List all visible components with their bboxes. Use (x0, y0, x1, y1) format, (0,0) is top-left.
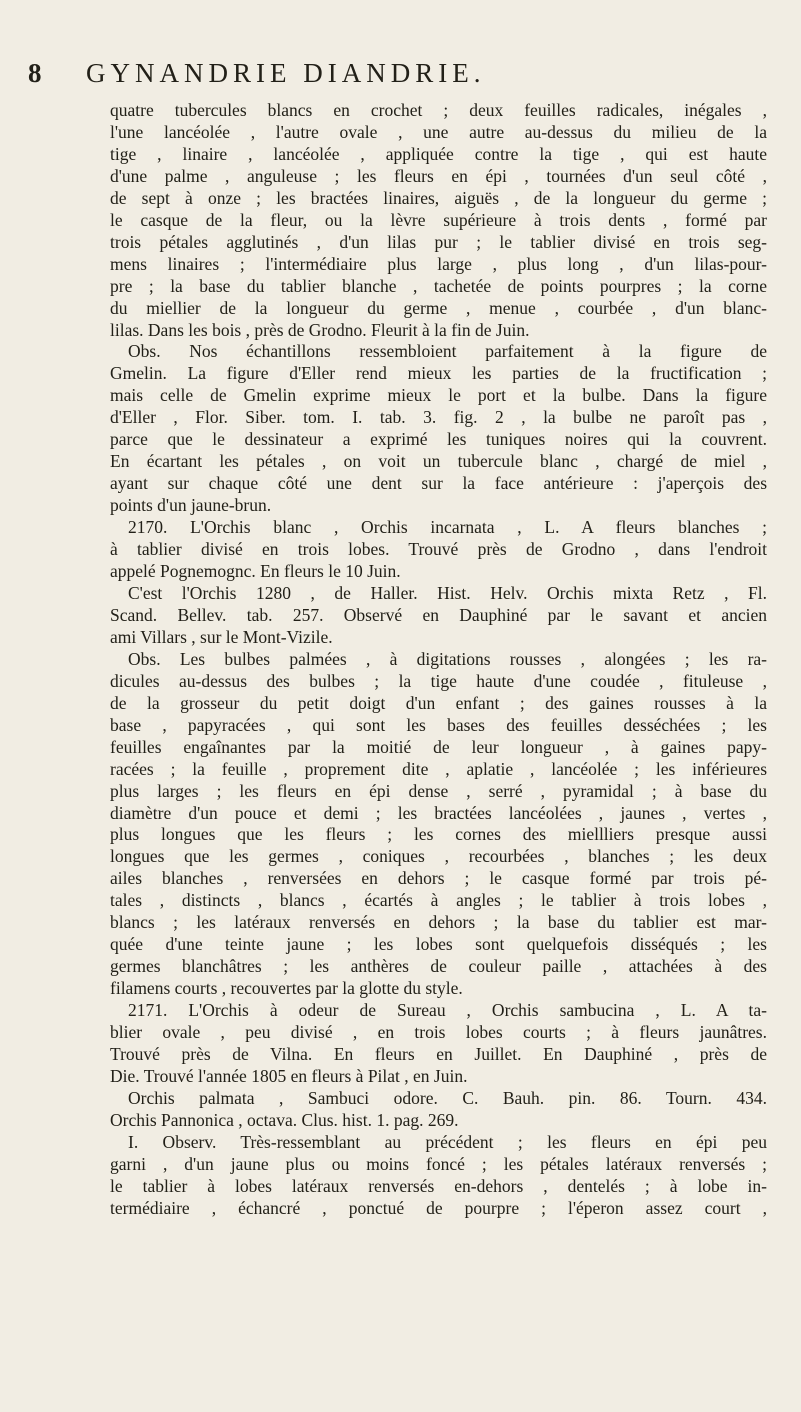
text-line: plus longues que les fleurs ; les cornes des miellliers presque aussi (110, 824, 767, 845)
text-line: Gmelin. La figure d'Eller rend mieux les parties de la fructification ; (110, 363, 767, 384)
text-line: base , papyracées , qui sont les bases des feuilles desséchées ; les (110, 714, 767, 735)
text-line: mens linaires ; l'intermédiaire plus large , plus long , d'un lilas-pour- (110, 253, 767, 274)
text-line: pre ; la base du tablier blanche , tachetée de points pourpres ; la corne (110, 275, 767, 296)
text-line: de la grosseur du petit doigt d'un enfant ; des gaines rousses à la (110, 692, 767, 713)
text-line: d'Eller , Flor. Siber. tom. I. tab. 3. fig. 2 , la bulbe ne paroît pas , (110, 407, 767, 428)
page-header (28, 58, 773, 98)
text-line: de sept à onze ; les bractées linaires, aiguës , de la longueur du germe ; (110, 187, 767, 208)
text-line: lilas. Dans les bois , près de Grodno. Fleurit à la fin de Juin. (110, 319, 530, 340)
text-line: termédiaire , échancré , ponctué de pourpre ; l'éperon assez court , (110, 1197, 767, 1218)
text-line: blancs ; les latéraux renversés en dehors ; la base du tablier est mar- (110, 912, 767, 933)
text-line: appelé Pognemognc. En fleurs le 10 Juin. (110, 561, 401, 582)
text-line: germes blanchâtres ; les anthères de couleur paille , attachées à des (110, 956, 767, 977)
text-line: trois pétales agglutinés , d'un lilas pur ; le tablier divisé en trois seg- (110, 231, 767, 252)
text-line: d'une palme , anguleuse ; les fleurs en épi , tournées d'un seul côté , (110, 165, 767, 186)
text-line: ayant sur chaque côté une dent sur la face antérieure : j'aperçois des (110, 473, 767, 494)
text-line: Scand. Bellev. tab. 257. Observé en Dauphiné par le savant et ancien (110, 604, 767, 625)
page-number: 8 (28, 58, 42, 88)
text-line: mais celle de Gmelin exprime mieux le port et la bulbe. Dans la figure (110, 385, 767, 406)
text-line: dicules au-dessus des bulbes ; la tige haute d'une coudée , fituleuse , (110, 670, 767, 691)
text-line: garni , d'un jaune plus ou moins foncé ; les pétales latéraux renversés ; (110, 1153, 767, 1174)
text-line: filamens courts , recouvertes par la glotte du style. (110, 978, 463, 999)
text-line: 2170. L'Orchis blanc , Orchis incarnata , L. A fleurs blanches ; (128, 517, 767, 538)
text-line: parce que le dessinateur a exprimé les tuniques noires qui la couvrent. (110, 429, 767, 450)
text-line: plus larges ; les fleurs en épi dense , serré , pyramidal ; à base du (110, 780, 767, 801)
text-line: diamètre d'un pouce et demi ; les bractées lancéolées , jaunes , vertes , (110, 802, 767, 823)
text-line: tales , distincts , blancs , écartés à angles ; le tablier à trois lobes , (110, 890, 767, 911)
text-line: Orchis palmata , Sambuci odore. C. Bauh. pin. 86. Tourn. 434. (128, 1087, 767, 1108)
text-line: Orchis Pannonica , octava. Clus. hist. 1. pag. 269. (110, 1109, 459, 1130)
text-line: En écartant les pétales , on voit un tubercule blanc , chargé de miel , (110, 451, 767, 472)
text-line: longues que les germes , coniques , recourbées , blanches ; les deux (110, 846, 767, 867)
text-line: blier ovale , peu divisé , en trois lobes courts ; à fleurs jaunâtres. (110, 1022, 767, 1043)
text-line: le casque de la fleur, ou la lèvre supérieure à trois dents , formé par (110, 209, 767, 230)
text-line: Obs. Les bulbes palmées , à digitations rousses , alongées ; les ra- (128, 648, 767, 669)
text-line: quée d'une teinte jaune ; les lobes sont quelquefois disséqués ; les (110, 934, 767, 955)
text-line: quatre tubercules blancs en crochet ; deux feuilles radicales, inégales , (110, 100, 767, 120)
text-line: ami Villars , sur le Mont-Vizile. (110, 626, 333, 647)
running-title: GYNANDRIE DIANDRIE. (86, 58, 486, 88)
text-line: feuilles engaînantes par la moitié de leur longueur , à gaines papy- (110, 736, 767, 757)
text-line: l'une lancéolée , l'autre ovale , une autre au-dessus du milieu de la (110, 121, 767, 142)
text-line: du miellier de la longueur du germe , menue , courbée , d'un blanc- (110, 297, 767, 318)
body-text (110, 100, 767, 1220)
text-line: tige , linaire , lancéolée , appliquée contre la tige , qui est haute (110, 143, 767, 164)
text-line: points d'un jaune-brun. (110, 495, 272, 516)
text-line: à tablier divisé en trois lobes. Trouvé près de Grodno , dans l'endroit (110, 539, 767, 560)
text-line: ailes blanches , renversées en dehors ; le casque formé par trois pé- (110, 868, 767, 889)
text-line: Obs. Nos échantillons ressembloient parfaitement à la figure de (128, 341, 767, 362)
text-line: Die. Trouvé l'année 1805 en fleurs à Pilat , en Juin. (110, 1065, 468, 1086)
text-line: 2171. L'Orchis à odeur de Sureau , Orchis sambucina , L. A ta- (128, 1000, 767, 1021)
text-line: Trouvé près de Vilna. En fleurs en Juillet. En Dauphiné , près de (110, 1043, 767, 1064)
text-line: C'est l'Orchis 1280 , de Haller. Hist. Helv. Orchis mixta Retz , Fl. (128, 582, 767, 603)
text-line: I. Observ. Très-ressemblant au précédent ; les fleurs en épi peu (128, 1131, 767, 1152)
text-line: racées ; la feuille , proprement dite , aplatie , lancéolée ; les inférieures (110, 758, 767, 779)
text-line: le tablier à lobes latéraux renversés en-dehors , dentelés ; à lobe in- (110, 1175, 767, 1196)
